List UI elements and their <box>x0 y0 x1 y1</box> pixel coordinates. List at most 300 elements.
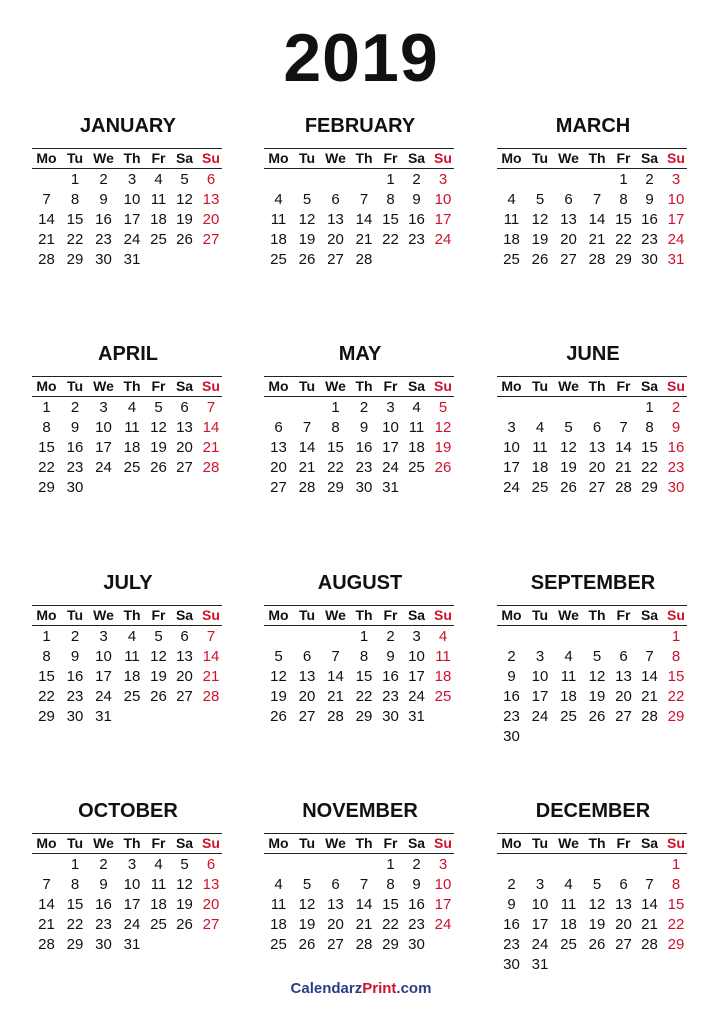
day-cell: 7 <box>359 876 369 893</box>
day-cell: 20 <box>270 459 287 476</box>
day-cell: 26 <box>588 708 606 725</box>
day-cell: 25 <box>270 251 287 268</box>
weekday-label: Th <box>588 378 606 394</box>
weekday-label: Su <box>667 150 685 166</box>
month-title: JULY <box>103 572 153 594</box>
day-cell: 14 <box>298 439 316 456</box>
day-cell: 17 <box>123 896 141 913</box>
day-cell: 15 <box>327 439 344 456</box>
day-grid <box>32 855 224 955</box>
day-cell: 16 <box>408 211 425 228</box>
day-cell: 22 <box>66 916 84 933</box>
weekday-label: Th <box>123 150 141 166</box>
day-cell: 31 <box>123 251 141 268</box>
day-cell: 29 <box>382 936 399 953</box>
day-cell: 4 <box>507 191 516 208</box>
weekday-label: Fr <box>616 150 631 166</box>
weekday-label: We <box>93 607 114 623</box>
day-cell: 10 <box>434 191 452 208</box>
day-cell: 10 <box>95 419 112 436</box>
month-february <box>264 112 456 270</box>
day-cell: 1 <box>70 171 80 188</box>
day-cell: 15 <box>641 439 658 456</box>
day-cell: 23 <box>667 459 685 476</box>
empty-cell <box>526 627 554 647</box>
weekday-label: Tu <box>531 150 549 166</box>
weekday-label: Su <box>202 378 220 394</box>
day-cell: 14 <box>327 668 344 685</box>
day-cell: 24 <box>123 231 141 248</box>
empty-cell <box>554 398 583 418</box>
weekday-label: Sa <box>640 378 659 394</box>
day-cell: 13 <box>202 876 220 893</box>
empty-cell <box>636 627 663 647</box>
day-cell: 3 <box>99 399 108 416</box>
day-cell: 17 <box>95 668 112 685</box>
weekday-label: Mo <box>501 378 522 394</box>
day-cell: 6 <box>619 876 628 893</box>
day-cell: 5 <box>180 171 189 188</box>
day-cell: 4 <box>412 399 421 416</box>
day-cell: 13 <box>588 439 606 456</box>
day-cell: 3 <box>671 171 681 188</box>
weekday-label: We <box>93 150 114 166</box>
day-cell: 25 <box>560 936 577 953</box>
day-cell: 30 <box>503 956 520 973</box>
empty-cell <box>583 398 611 418</box>
day-cell: 31 <box>95 708 112 725</box>
day-cell: 8 <box>359 648 369 665</box>
day-cell: 28 <box>588 251 606 268</box>
weekday-label: Mo <box>36 607 57 623</box>
day-cell: 17 <box>531 688 549 705</box>
day-grid <box>497 627 689 747</box>
footer-brand[interactable] <box>0 980 722 997</box>
day-cell: 20 <box>298 688 316 705</box>
day-cell: 12 <box>298 896 316 913</box>
weekday-label: Su <box>667 607 685 623</box>
day-cell: 27 <box>176 688 193 705</box>
day-cell: 16 <box>503 688 520 705</box>
day-cell: 8 <box>70 876 80 893</box>
day-cell: 7 <box>206 399 216 416</box>
header-rule-bottom <box>32 625 222 626</box>
day-cell: 15 <box>38 668 55 685</box>
day-cell: 31 <box>382 479 399 496</box>
day-cell: 27 <box>270 479 287 496</box>
month-title: NOVEMBER <box>302 800 418 822</box>
day-cell: 29 <box>38 708 55 725</box>
day-cell: 12 <box>588 668 606 685</box>
month-title: DECEMBER <box>535 800 651 822</box>
day-cell: 22 <box>38 688 55 705</box>
day-cell: 13 <box>327 896 344 913</box>
day-cell: 11 <box>150 876 167 893</box>
day-cell: 17 <box>434 896 452 913</box>
month-march <box>497 112 689 270</box>
day-cell: 6 <box>180 399 189 416</box>
day-cell: 19 <box>531 231 549 248</box>
empty-cell <box>636 855 663 875</box>
day-cell: 27 <box>327 251 344 268</box>
day-cell: 2 <box>359 399 369 416</box>
day-cell: 25 <box>434 688 452 705</box>
day-cell: 11 <box>435 648 451 665</box>
day-cell: 18 <box>123 439 141 456</box>
month-december <box>497 797 689 975</box>
day-grid <box>264 398 456 498</box>
day-cell: 5 <box>180 856 189 873</box>
day-cell: 22 <box>327 459 344 476</box>
day-cell: 26 <box>298 251 316 268</box>
day-cell: 17 <box>503 459 520 476</box>
empty-cell <box>293 627 321 647</box>
day-cell: 25 <box>123 688 141 705</box>
day-grid <box>497 170 689 270</box>
empty-cell <box>611 398 636 418</box>
day-cell: 14 <box>38 211 55 228</box>
day-cell: 28 <box>202 459 220 476</box>
day-cell: 15 <box>355 668 373 685</box>
day-cell: 23 <box>641 231 658 248</box>
day-cell: 30 <box>95 251 112 268</box>
day-cell: 2 <box>99 171 108 188</box>
day-cell: 26 <box>531 251 549 268</box>
day-cell: 15 <box>66 211 84 228</box>
day-cell: 13 <box>176 419 193 436</box>
weekday-label: Mo <box>36 378 57 394</box>
weekday-label: We <box>325 150 346 166</box>
day-cell: 20 <box>327 231 344 248</box>
day-cell: 20 <box>588 459 606 476</box>
weekday-label: Su <box>202 150 220 166</box>
day-cell: 24 <box>667 231 685 248</box>
day-cell: 26 <box>176 231 193 248</box>
day-cell: 28 <box>202 688 220 705</box>
footer-brand-part1: Calendarz <box>290 980 363 997</box>
day-cell: 11 <box>270 896 287 913</box>
day-cell: 29 <box>667 708 685 725</box>
day-cell: 9 <box>645 191 654 208</box>
empty-cell <box>583 855 611 875</box>
day-cell: 27 <box>615 708 632 725</box>
day-cell: 26 <box>560 479 577 496</box>
weekday-label: We <box>558 607 579 623</box>
day-cell: 21 <box>327 688 344 705</box>
day-cell: 23 <box>66 459 84 476</box>
weekday-label: Tu <box>531 607 549 623</box>
day-cell: 3 <box>438 171 448 188</box>
weekday-label: Mo <box>268 150 289 166</box>
day-cell: 6 <box>302 648 312 665</box>
day-cell: 4 <box>127 628 137 645</box>
day-cell: 5 <box>438 399 448 416</box>
day-cell: 31 <box>123 936 141 953</box>
weekday-label: We <box>93 835 114 851</box>
weekday-header <box>264 376 456 398</box>
weekday-label: Th <box>123 835 141 851</box>
day-cell: 24 <box>434 916 452 933</box>
weekday-label: Mo <box>268 607 289 623</box>
day-cell: 16 <box>641 211 658 228</box>
day-cell: 2 <box>70 399 80 416</box>
empty-cell <box>554 170 583 190</box>
day-cell: 10 <box>382 419 399 436</box>
day-cell: 18 <box>408 439 425 456</box>
day-cell: 21 <box>615 459 632 476</box>
day-cell: 20 <box>176 439 193 456</box>
weekday-label: Su <box>667 378 685 394</box>
day-cell: 25 <box>150 916 167 933</box>
weekday-label: Mo <box>501 150 522 166</box>
day-cell: 18 <box>503 231 520 248</box>
weekday-label: We <box>93 378 114 394</box>
day-cell: 30 <box>667 479 685 496</box>
day-cell: 10 <box>531 668 549 685</box>
day-cell: 18 <box>123 668 141 685</box>
weekday-header <box>264 605 456 627</box>
empty-cell <box>264 627 293 647</box>
day-cell: 1 <box>386 856 395 873</box>
day-cell: 6 <box>564 191 573 208</box>
weekday-label: Su <box>434 607 452 623</box>
weekday-label: Th <box>123 378 141 394</box>
day-cell: 11 <box>532 439 548 456</box>
header-rule-bottom <box>264 625 454 626</box>
weekday-label: Fr <box>616 607 631 623</box>
day-cell: 8 <box>42 648 51 665</box>
month-title: JUNE <box>566 343 620 365</box>
day-cell: 24 <box>95 688 112 705</box>
day-cell: 18 <box>531 459 549 476</box>
weekday-header <box>497 376 689 398</box>
day-cell: 9 <box>70 648 80 665</box>
day-cell: 24 <box>531 708 549 725</box>
empty-cell <box>264 170 293 190</box>
day-cell: 28 <box>38 251 55 268</box>
day-cell: 18 <box>270 916 287 933</box>
day-cell: 25 <box>531 479 549 496</box>
day-cell: 10 <box>667 191 685 208</box>
weekday-label: Fr <box>151 835 166 851</box>
day-cell: 25 <box>123 459 141 476</box>
day-cell: 29 <box>641 479 658 496</box>
header-rule-bottom <box>32 168 222 169</box>
day-cell: 12 <box>588 896 606 913</box>
day-cell: 21 <box>641 688 658 705</box>
day-cell: 17 <box>531 916 549 933</box>
day-cell: 22 <box>382 916 399 933</box>
empty-cell <box>497 398 526 418</box>
weekday-label: Sa <box>407 378 426 394</box>
day-cell: 28 <box>615 479 632 496</box>
weekday-label: Sa <box>175 607 194 623</box>
empty-cell <box>583 170 611 190</box>
day-cell: 13 <box>327 211 344 228</box>
day-cell: 15 <box>382 896 399 913</box>
day-cell: 18 <box>434 668 452 685</box>
day-cell: 19 <box>560 459 577 476</box>
day-cell: 13 <box>270 439 287 456</box>
day-cell: 13 <box>560 211 577 228</box>
day-cell: 1 <box>42 399 51 416</box>
day-cell: 21 <box>202 439 220 456</box>
day-cell: 6 <box>206 856 216 873</box>
day-cell: 24 <box>408 688 425 705</box>
month-april <box>32 340 224 498</box>
day-cell: 29 <box>66 251 84 268</box>
day-cell: 16 <box>408 896 425 913</box>
day-cell: 27 <box>202 231 220 248</box>
day-cell: 11 <box>560 896 577 913</box>
day-cell: 2 <box>645 171 654 188</box>
day-grid <box>264 855 456 955</box>
day-cell: 2 <box>507 648 516 665</box>
day-cell: 29 <box>615 251 632 268</box>
day-cell: 2 <box>70 628 80 645</box>
header-rule-bottom <box>497 396 687 397</box>
day-cell: 1 <box>386 171 395 188</box>
month-november <box>264 797 456 955</box>
day-cell: 12 <box>176 191 193 208</box>
weekday-header <box>497 605 689 627</box>
header-rule-bottom <box>264 396 454 397</box>
day-cell: 10 <box>123 876 141 893</box>
day-cell: 25 <box>270 936 287 953</box>
weekday-label: Tu <box>66 607 84 623</box>
day-cell: 23 <box>95 231 112 248</box>
day-cell: 10 <box>503 439 520 456</box>
day-cell: 19 <box>150 439 167 456</box>
day-cell: 21 <box>202 668 220 685</box>
day-cell: 3 <box>99 628 108 645</box>
day-cell: 4 <box>154 856 163 873</box>
empty-cell <box>497 627 526 647</box>
day-cell: 3 <box>127 856 137 873</box>
day-cell: 8 <box>671 876 681 893</box>
day-cell: 3 <box>127 171 137 188</box>
day-cell: 5 <box>154 399 163 416</box>
day-cell: 6 <box>274 419 283 436</box>
day-cell: 15 <box>66 896 84 913</box>
day-cell: 10 <box>434 876 452 893</box>
empty-cell <box>264 398 293 418</box>
day-cell: 13 <box>615 668 632 685</box>
empty-cell <box>497 170 526 190</box>
day-cell: 24 <box>434 231 452 248</box>
day-cell: 30 <box>66 708 84 725</box>
weekday-label: Tu <box>298 150 316 166</box>
day-cell: 14 <box>355 211 373 228</box>
day-cell: 10 <box>123 191 141 208</box>
day-cell: 28 <box>355 936 373 953</box>
weekday-label: Th <box>355 150 373 166</box>
weekday-label: We <box>558 150 579 166</box>
day-grid <box>32 398 224 498</box>
day-grid <box>264 170 456 270</box>
month-title: JANUARY <box>80 115 176 137</box>
weekday-label: Sa <box>175 835 194 851</box>
weekday-label: Fr <box>151 378 166 394</box>
day-cell: 22 <box>355 688 373 705</box>
empty-cell <box>32 855 61 875</box>
weekday-label: Sa <box>640 835 659 851</box>
day-grid <box>497 398 689 498</box>
day-cell: 7 <box>331 648 340 665</box>
footer-brand-part2: Print <box>362 980 397 997</box>
day-cell: 15 <box>382 211 399 228</box>
header-rule-bottom <box>32 396 222 397</box>
weekday-label: Fr <box>383 835 398 851</box>
day-cell: 20 <box>202 211 220 228</box>
day-cell: 23 <box>408 231 425 248</box>
day-cell: 26 <box>150 459 167 476</box>
empty-cell <box>554 627 583 647</box>
day-cell: 22 <box>667 688 685 705</box>
day-cell: 23 <box>408 916 425 933</box>
day-cell: 17 <box>408 668 425 685</box>
day-cell: 30 <box>408 936 425 953</box>
day-cell: 29 <box>38 479 55 496</box>
weekday-label: Tu <box>531 835 549 851</box>
day-cell: 16 <box>382 668 399 685</box>
day-cell: 21 <box>298 459 316 476</box>
empty-cell <box>321 170 350 190</box>
header-rule-bottom <box>264 168 454 169</box>
day-cell: 12 <box>150 648 167 665</box>
day-cell: 28 <box>38 936 55 953</box>
day-cell: 8 <box>386 191 395 208</box>
month-title: MARCH <box>555 115 631 137</box>
day-cell: 22 <box>66 231 84 248</box>
day-cell: 19 <box>434 439 452 456</box>
day-cell: 21 <box>641 916 658 933</box>
month-title: FEBRUARY <box>304 115 416 137</box>
day-cell: 10 <box>408 648 425 665</box>
day-cell: 4 <box>564 648 573 665</box>
day-cell: 3 <box>535 648 545 665</box>
day-cell: 1 <box>671 856 681 873</box>
day-cell: 30 <box>66 479 84 496</box>
day-cell: 28 <box>327 708 344 725</box>
empty-cell <box>350 855 378 875</box>
day-cell: 9 <box>359 419 369 436</box>
day-cell: 11 <box>150 191 167 208</box>
day-cell: 14 <box>202 648 220 665</box>
weekday-label: Mo <box>36 835 57 851</box>
day-cell: 7 <box>206 628 216 645</box>
month-october <box>32 797 224 955</box>
weekday-label: We <box>325 607 346 623</box>
day-cell: 18 <box>560 916 577 933</box>
day-cell: 11 <box>560 668 577 685</box>
day-cell: 31 <box>667 251 685 268</box>
empty-cell <box>293 398 321 418</box>
day-cell: 4 <box>438 628 448 645</box>
day-cell: 15 <box>615 211 632 228</box>
day-cell: 3 <box>438 856 448 873</box>
month-title: AUGUST <box>317 572 403 594</box>
day-cell: 14 <box>641 668 658 685</box>
weekday-label: Sa <box>407 835 426 851</box>
day-grid <box>497 855 689 975</box>
day-cell: 14 <box>355 896 373 913</box>
day-cell: 26 <box>588 936 606 953</box>
day-cell: 12 <box>560 439 577 456</box>
empty-cell <box>293 170 321 190</box>
weekday-label: Fr <box>616 835 631 851</box>
empty-cell <box>264 855 293 875</box>
